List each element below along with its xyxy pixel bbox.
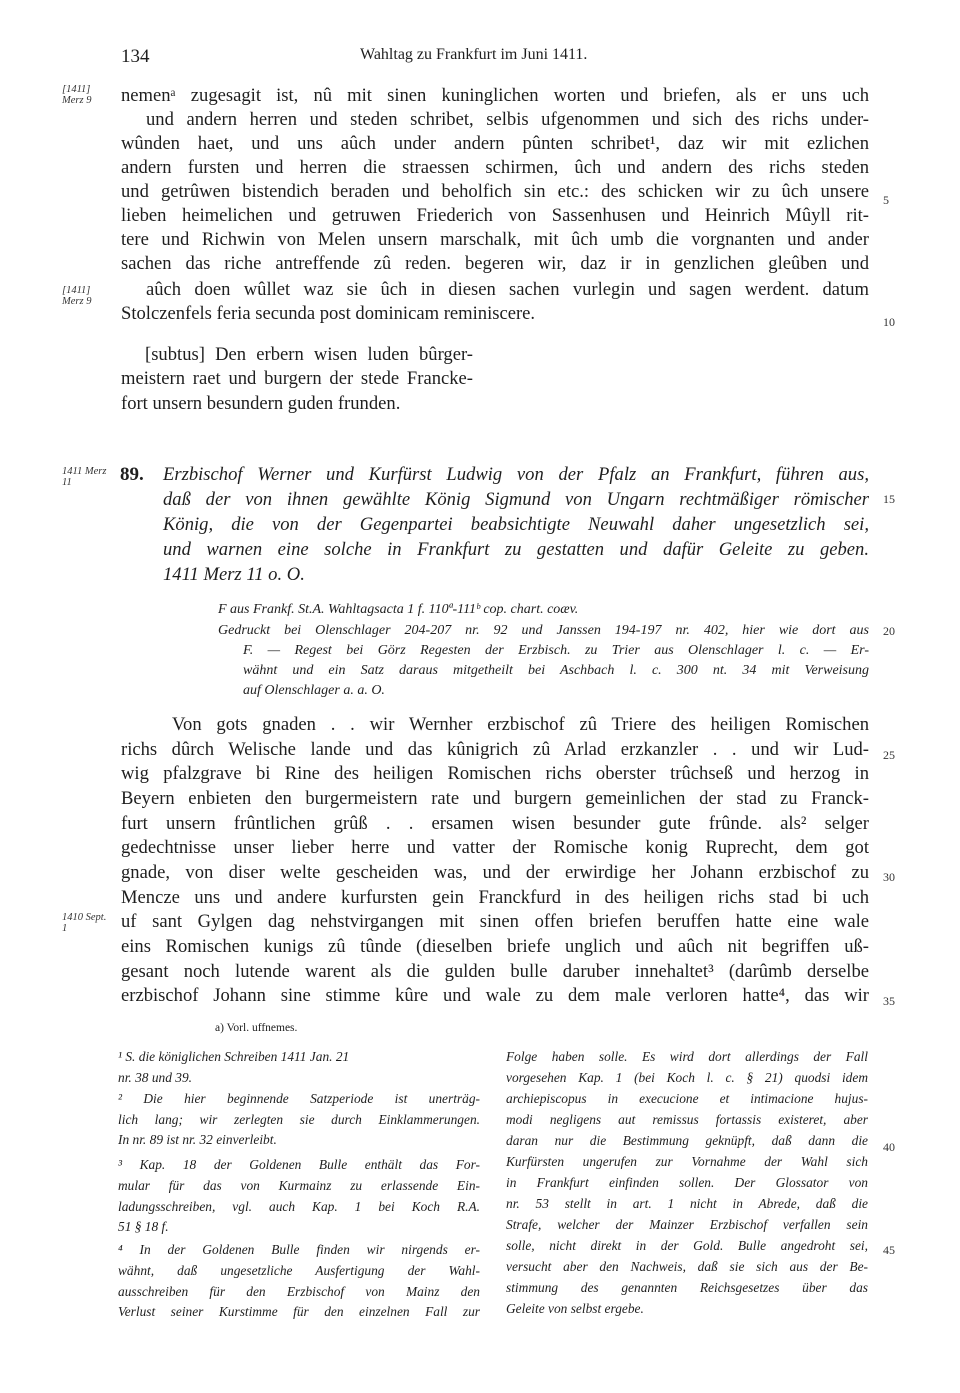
document-number: 89.	[120, 464, 144, 485]
body-line: gnade, von diser welte gescheiden was, und der erwirdige her Johann erzbischof zu	[121, 862, 869, 883]
footnote-line: ⁴ In der Goldenen Bulle finden wir nirgends er-	[118, 1242, 480, 1257]
regest-line: Erzbischof Werner und Kurfürst Ludwig von der Pfalz an Frankfurt, führen aus,	[163, 464, 869, 485]
letter-line: und andern herren und steden schribet, selbis ufgenommen und sich des richs under-	[146, 109, 869, 130]
body-line: Beyern enbieten den burgermeistern rate und burgern gemeinlichen der stad zu Franck-	[121, 788, 869, 809]
address-line: [subtus] Den erbern wisen luden bûrger-	[145, 344, 473, 365]
footnote-line: Folge haben solle. Es wird dort allerdings der Fall	[506, 1049, 868, 1064]
apparatus-note: a) Vorl. uffnemes.	[215, 1022, 298, 1034]
footnote-line: Kurfürsten ungerufen zur Vornahme der Wahl sich	[506, 1154, 868, 1169]
source-line: Gedruckt bei Olenschlager 204-207 nr. 92 und Janssen 194-197 nr. 402, hier wie dort aus	[218, 623, 869, 638]
letter-line: und getrûwen bistendich beraden und beholfich sin etc.: des schicken wir zu ûch unsere	[121, 181, 869, 202]
letter-line: lieben heimelichen und getruwen Friederich von Sassenhusen und Heinrich Mûyll rit-	[121, 205, 869, 226]
footnote-line: ladungsschreiben, vgl. auch Kap. 1 bei Koch R.A.	[118, 1199, 480, 1214]
regest-line: 1411 Merz 11 o. O.	[163, 564, 305, 585]
footnote-line: Verlust seiner Kurstimme für den einzelnen Fall zur	[118, 1304, 480, 1319]
body-line: wig pfalzgrave bi Rine des heiligen Romischen richs oberster trûchseß und herzog in	[121, 763, 869, 784]
body-line: gesant noch lutende warent als die gulden bulle daruber innehaltet³ (darûmb derselbe	[121, 961, 869, 982]
source-line: auf Olenschlager a. a. O.	[243, 683, 385, 698]
line-number: 35	[883, 994, 895, 1008]
footnote-line: stimmung des genannten Reichsgesetzes über das	[506, 1280, 868, 1295]
letter-line: aûch doen wûllet waz sie ûch in diesen sachen vurlegin und sagen werdent. datum	[146, 279, 869, 300]
source-line: F aus Frankf. St.A. Wahltagsacta 1 f. 110ª-111ᵇ cop. chart. coæv.	[218, 602, 579, 617]
body-line: eins Romischen kunigs zû tûnde (dieselben briefe unglich und aûch nit begriffen uß-	[121, 936, 869, 957]
margin-date-note: 1410 Sept. 1	[62, 912, 107, 934]
body-line: Mencze uns und andere kurfursten gein Franckfurd in des heiligen richs stad bi uch	[121, 887, 869, 908]
page-number: 134	[121, 46, 150, 67]
letter-line: Stolczenfels feria secunda post dominicam reminiscere.	[121, 303, 536, 324]
footnote-line: in Frankfurt einfinden sollen. Der Glossator von	[506, 1175, 868, 1190]
footnote-line: ausschreiben für den Erzbischof von Mainz den	[118, 1284, 480, 1299]
source-line: wähnt und ein Satz daraus mitgetheilt bei Aschbach l. c. 300 nt. 34 mit Verweisung	[243, 663, 869, 678]
margin-date-note: 1411 Merz 11	[62, 466, 107, 488]
footnote-line: nr. 53 stellt in art. 1 nicht in Abrede, daß die	[506, 1196, 868, 1211]
letter-line: andern fursten und herren die straessen schirmen, ûch und andern des richs steden	[121, 157, 869, 178]
line-number: 25	[883, 748, 895, 762]
footnote-line: archiepiscopus in execucione et intimacione hujus-	[506, 1091, 868, 1106]
body-line: richs dûrch Welische lande und das kûnigrich zû Arlad erzkanzler . . und wir Lud-	[121, 739, 869, 760]
footnote-line: 51 § 18 f.	[118, 1219, 169, 1234]
line-number: 15	[883, 492, 895, 506]
footnote-line: In nr. 89 ist nr. 32 einverleibt.	[118, 1132, 277, 1147]
regest-line: König, die von der Gegenpartei beabsichtigte Neuwahl daher ungesetzlich sei,	[163, 514, 869, 535]
footnote-line: Geleite von selbst ergebe.	[506, 1301, 644, 1316]
footnote-line: daran nur die Bestimmung geknüpft, daß dann die	[506, 1133, 868, 1148]
footnote-line: versucht aber den Nachweis, daß sie sich aus der Be-	[506, 1259, 868, 1274]
source-line: F. — Regest bei Görz Regesten der Erzbisch. zu Trier aus Olenschlager l. c. — Er-	[243, 643, 869, 658]
footnote-line: lich lang; wir zerlegten sie durch Einklammerungen.	[118, 1112, 480, 1127]
body-line: gedechtnisse unser lieber herre und vatter der Romische konig Ruprecht, dem got	[121, 837, 869, 858]
regest-line: daß der von ihnen gewählte König Sigmund von Ungarn rechtmäßiger römischer	[163, 489, 869, 510]
line-number: 45	[883, 1243, 895, 1257]
regest-line: und warnen eine solche in Frankfurt zu gestatten und dafür Geleite zu geben.	[163, 539, 869, 560]
letter-line: nemenᵃ zugesagit ist, nû mit sinen kuninglichen worten und briefen, als er uns uch	[121, 85, 869, 106]
footnote-line: ² Die hier beginnende Satzperiode ist unerträg-	[118, 1091, 480, 1106]
footnote-line: nr. 38 und 39.	[118, 1070, 193, 1085]
footnote-line: modi negligens aut remissus fortassis existeret, aber	[506, 1112, 868, 1127]
body-line: Von gots gnaden . . wir Wernher erzbischof zû Triere des heiligen Romischen	[172, 714, 869, 735]
footnote-line: Strafe, welcher der Mainzer Erzbischof verfallen sein	[506, 1217, 868, 1232]
line-number: 20	[883, 624, 895, 638]
letter-line: sachen das riche antreffende zû reden. begeren wir, daz ir in genzlichen gleûben und	[121, 253, 869, 274]
line-number: 10	[883, 315, 895, 329]
running-title: Wahltag zu Frankfurt im Juni 1411.	[360, 46, 588, 63]
footnote-line: ¹ S. die königlichen Schreiben 1411 Jan. 21	[118, 1049, 350, 1064]
line-number: 40	[883, 1140, 895, 1154]
address-line: fort unsern besundern guden frunden.	[121, 393, 401, 414]
footnote-line: solle, nicht direkt in der Gold. Bulle angedroht sei,	[506, 1238, 868, 1253]
footnote-line: ³ Kap. 18 der Goldenen Bulle enthält das For-	[118, 1157, 480, 1172]
letter-line: tere und Richwin von Melen unsern marschalk, mit ûch umb die vorgnanten und ander	[121, 229, 869, 250]
margin-date-note: [1411] Merz 9	[62, 84, 92, 106]
body-line: uf sant Gylgen dag nehstvirgangen mit sinen offen briefen beruffen hatte eine wale	[121, 911, 869, 932]
margin-date-note: [1411] Merz 9	[62, 285, 92, 307]
body-line: erzbischof Johann sine stimme kûre und wale zu dem male verloren hatte⁴, das wir	[121, 985, 869, 1006]
footnote-line: wähnt, daß ungesetzliche Ausfertigung der Wahl-	[118, 1263, 480, 1278]
line-number: 30	[883, 870, 895, 884]
footnote-line: mular für das von Kurmainz zu erlassende Ein-	[118, 1178, 480, 1193]
address-line: meistern raet und burgern der stede Francke-	[121, 368, 473, 389]
letter-line: wûnden haet, und uns aûch under andern pûnten schribet¹, daz wir mit ezlichen	[121, 133, 869, 154]
footnote-line: vorgesehen Kap. 1 (bei Koch l. c. § 21) quodsi idem	[506, 1070, 868, 1085]
line-number: 5	[883, 193, 889, 207]
body-line: furt unsern frûntlichen grûß . . ersamen wisen besunder gute frûnde. als² selger	[121, 813, 869, 834]
